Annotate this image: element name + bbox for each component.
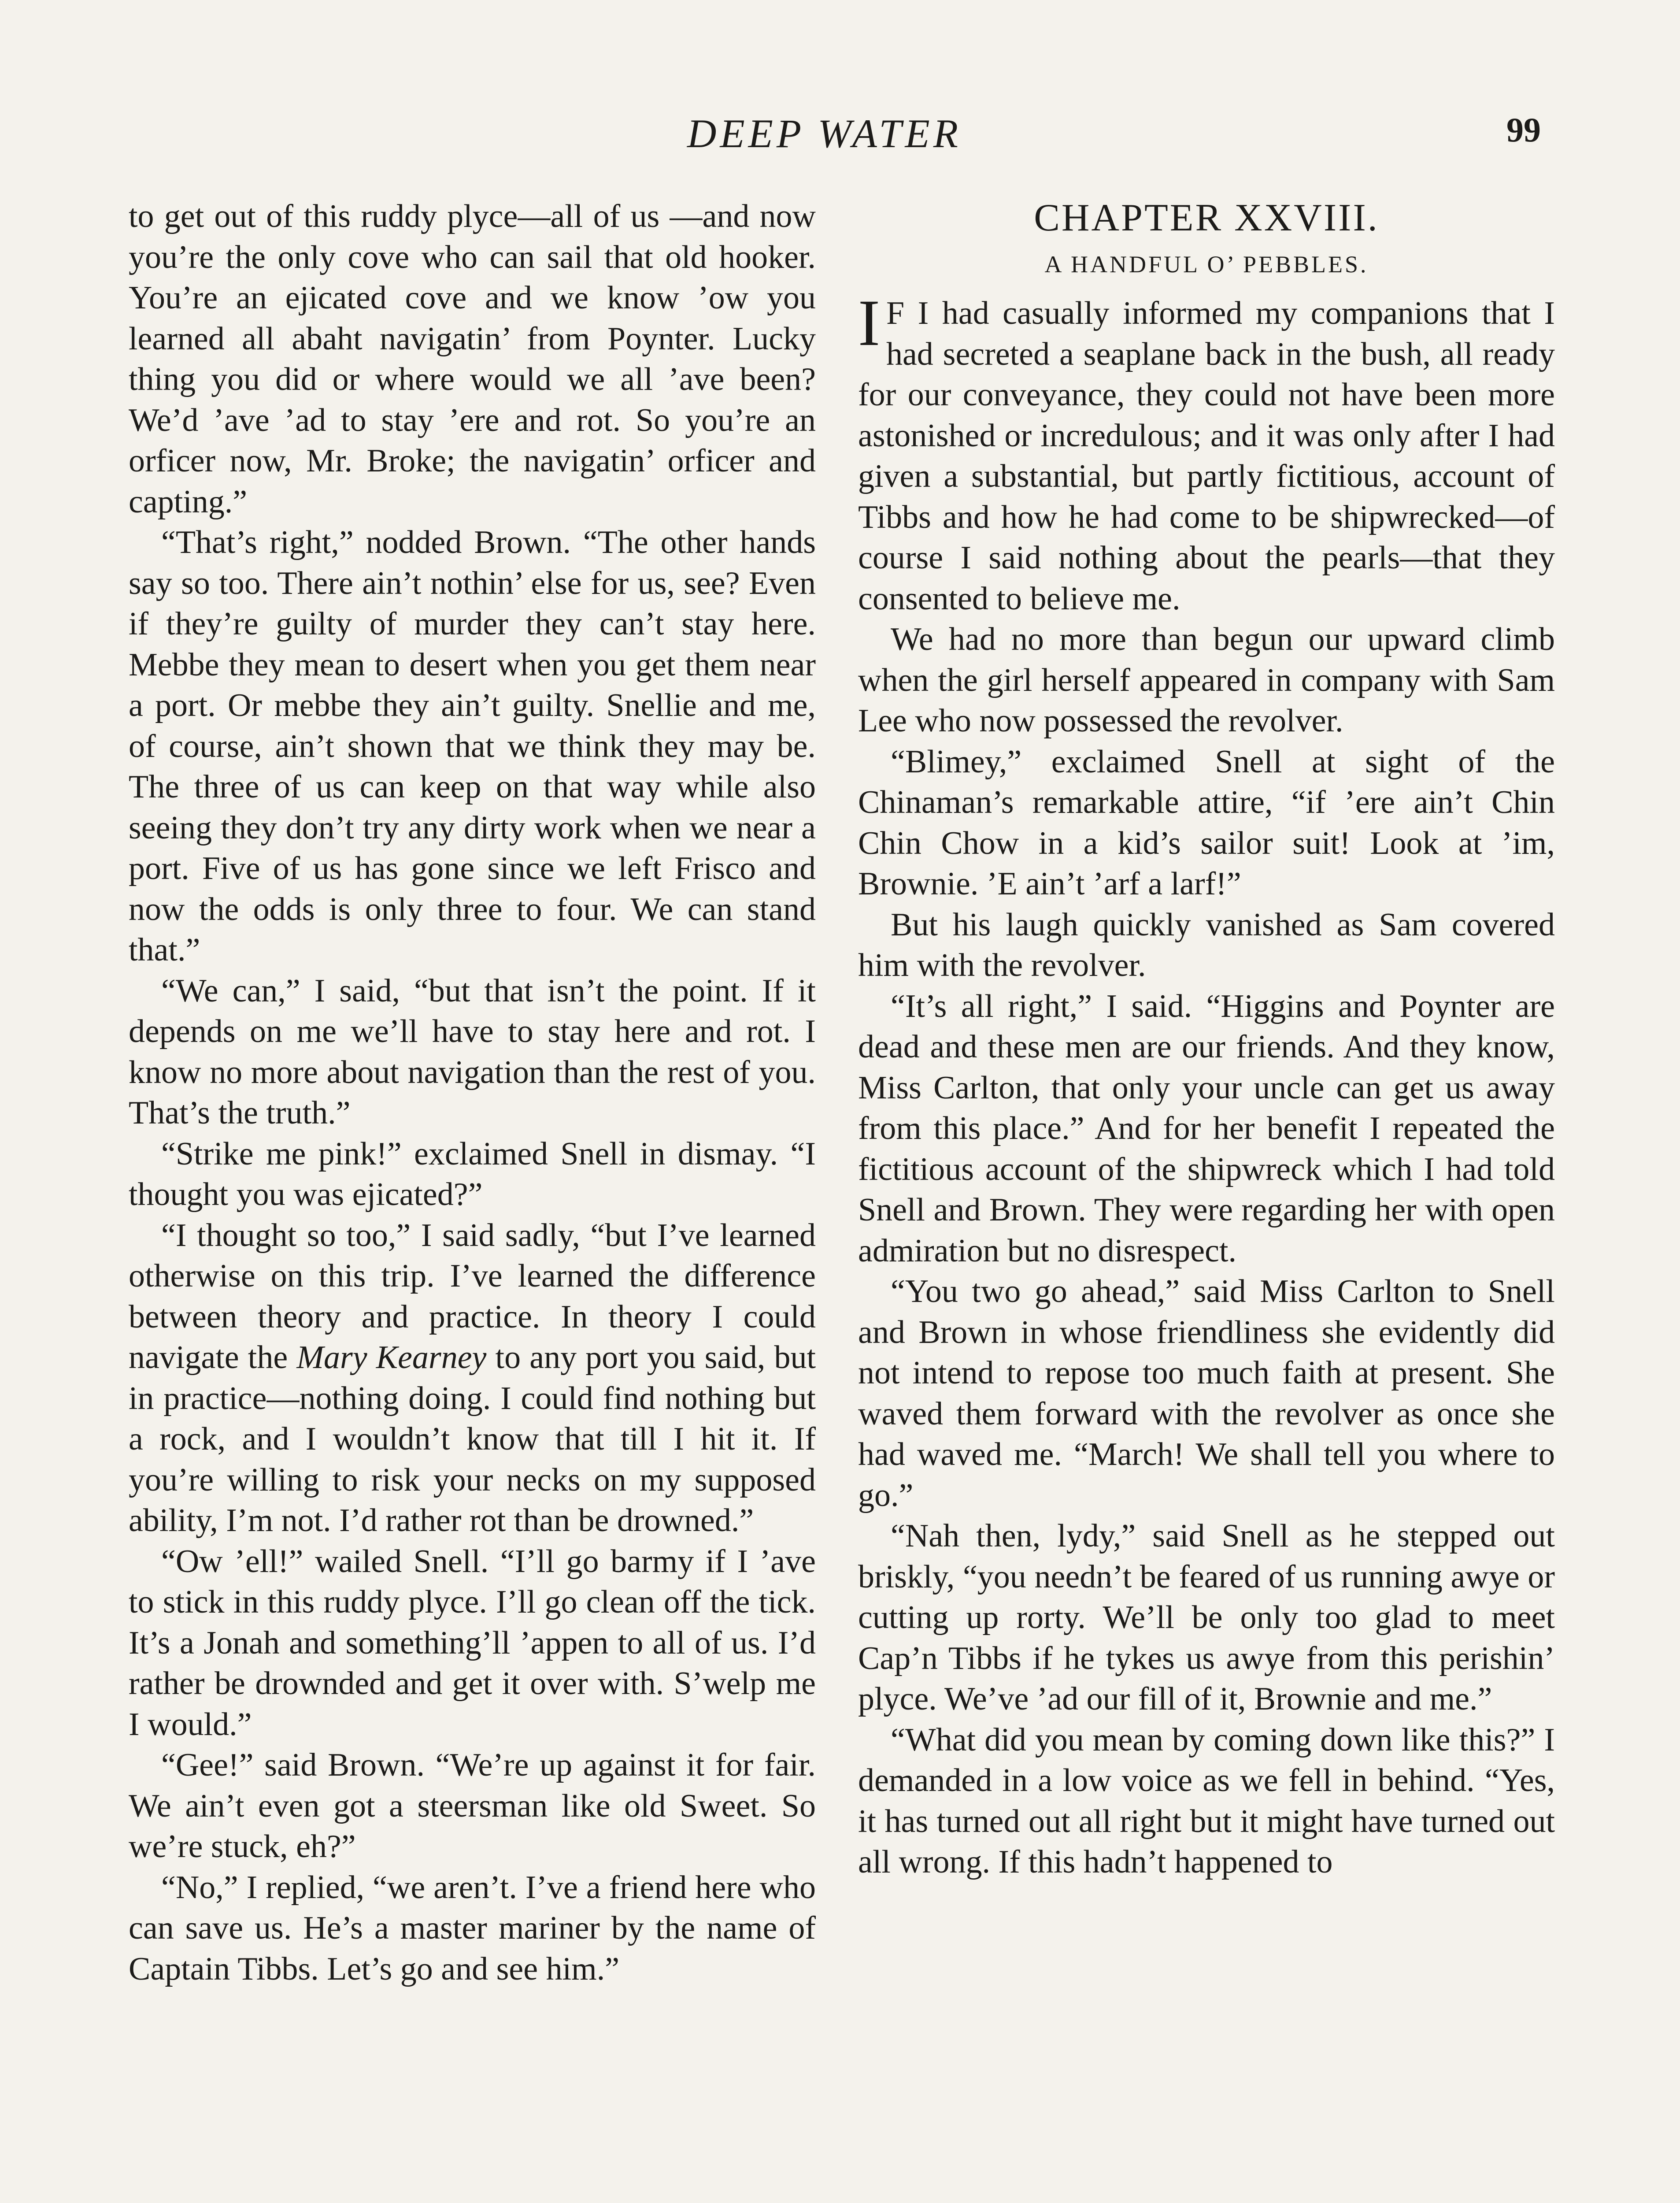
paragraph: “Blimey,” exclaimed Snell at sight of the Chinaman’s remarkable attire, “if ’ere ain’t Chin Chin Chow in a kid’s sailor suit! Look at ’im, Brownie. ’E ain’t ’arf a larf!” (858, 743, 1555, 902)
paragraph: “You two go ahead,” said Miss Carlton to Snell and Brown in whose friendliness she evidently did not intend to repose too much faith at present. She waved them forward with the revolver as once she had waved me. “March! We shall tell you where to go.” (858, 1273, 1555, 1513)
running-title: DEEP WATER (687, 111, 962, 156)
paragraph: “That’s right,” nodded Brown. “The other hands say so too. There ain’t nothin’ else for us, see? Even if they’re guilty of murder they can’t stay here. Mebbe they mean to desert when you get them near a port. Or mebbe they ain’t guilty. Snellie and me, of course, ain’t shown that we think they may be. The three of us can keep on that way while also seeing they don’t try any dirty work when we near a port. Five of us has gone since we left Frisco and now the odds is only three to four. We can stand that.” (129, 524, 816, 968)
paragraph: But his laugh quickly vanished as Sam covered him with the revolver. (858, 906, 1555, 983)
paragraph (858, 286, 1555, 619)
paragraph: “Nah then, lydy,” said Snell as he stepped out briskly, “you needn’t be feared of us running awye or cutting up rorty. We’ll be only too glad to meet Cap’n Tibbs if he tykes us awye from this perishin’ plyce. We’ve ’ad our fill of it, Brownie and me.” (858, 1518, 1555, 1717)
paragraph-text: “I thought so too,” I said sadly, “but I’ve learned otherwise on this trip. I’ve learned the difference between theory and practice. In theory I could navigate the (129, 1217, 816, 1376)
paragraph (129, 1215, 816, 1541)
paragraph: to get out of this ruddy plyce—all of us —and now you’re the only cove who can sail that old hooker. You’re an ejicated cove and we know ’ow you learned all abaht navigatin’ from Poynter. Lucky thing you did or where would we all ’ave been? We’d ’ave ’ad to stay ’ere and rot. So you’re an orficer now, Mr. Broke; the navigatin’ orficer and capting.” (129, 198, 816, 520)
drop-cap: I (858, 286, 880, 360)
left-column (129, 196, 816, 1989)
paragraph: “Ow ’ell!” wailed Snell. “I’ll go barmy if I ’ave to stick in this ruddy plyce. I’ll go clean off the tick. It’s a Jonah and something’ll ’appen to all of us. I’d rather be drownded and get it over with. S’welp me I would.” (129, 1543, 816, 1743)
chapter-subtitle: A HANDFUL O’ PEBBLES. (1044, 251, 1369, 278)
paragraph: “We can,” I said, “but that isn’t the point. If it depends on me we’ll have to stay here and rot. I know no more about navigation than the rest of you. That’s the truth.” (129, 972, 816, 1131)
paragraph: “Gee!” said Brown. “We’re up against it for fair. We ain’t even got a steersman like old Sweet. So we’re stuck, eh?” (129, 1747, 816, 1865)
paragraph: “No,” I replied, “we aren’t. I’ve a friend here who can save us. He’s a master mariner by the name of Captain Tibbs. Let’s go and see him.” (129, 1869, 816, 1987)
paragraph: “Strike me pink!” exclaimed Snell in dismay. “I thought you was ejicated?” (129, 1135, 816, 1213)
ship-name: Mary Kearney (296, 1339, 487, 1376)
paragraph-text: F I had casually informed my companions that I had secreted a seaplane back in the bush, all ready for our conveyance, they could not have been more astonished or incredulous; and it was only after I had given a substantial, but partly fictitious, account of Tibbs and how he had come to be shipwrecked—of course I said nothing about the pearls—that they consented to believe me. (858, 295, 1555, 617)
paragraph: We had no more than begun our upward climb when the girl herself appeared in company with Sam Lee who now possessed the revolver. (858, 621, 1555, 739)
right-column (858, 196, 1555, 1883)
running-head (0, 110, 1680, 172)
paragraph: “What did you mean by coming down like this?” I demanded in a low voice as we fell in behind. “Yes, it has turned out all right but it might have turned out all wrong. If this hadn’t happened to (858, 1721, 1555, 1880)
paragraph: “It’s all right,” I said. “Higgins and Poynter are dead and these men are our friends. And they know, Miss Carlton, that only your uncle can get us away from this place.” And for her benefit I repeated the fictitious account of the shipwreck which I had told Snell and Brown. They were regarding her with open admiration but no disrespect. (858, 988, 1555, 1269)
page-number: 99 (1506, 111, 1541, 149)
chapter-title: CHAPTER XXVIII. (1034, 197, 1379, 239)
paragraph-text: to any port you said, but in practice—nothing doing. I could find nothing but a rock, and I wouldn’t know that till I hit it. If you’re willing to risk your necks on my supposed ability, I’m not. I’d rather rot than be drowned.” (129, 1339, 816, 1539)
